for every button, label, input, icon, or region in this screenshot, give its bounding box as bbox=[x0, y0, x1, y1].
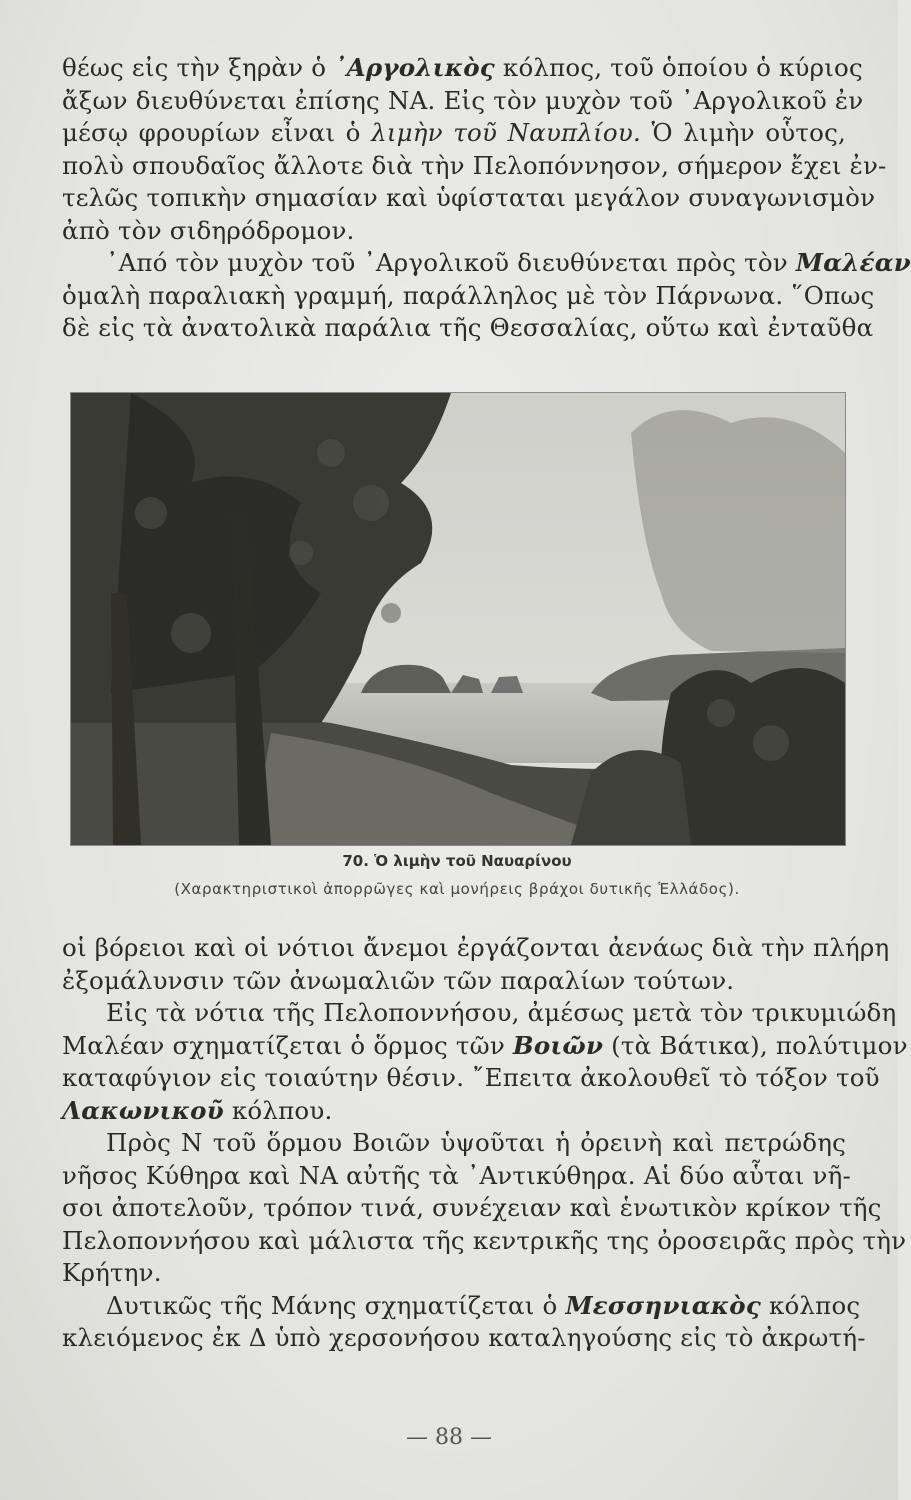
text-line: Πελοποννήσου καὶ μάλιστα τῆς κεντρικῆς της ὀροσειρᾶς πρὸς τὴν bbox=[62, 1225, 907, 1255]
text-line: ἀπὸ τὸν σιδηρόδρομον. bbox=[62, 215, 355, 245]
paragraph-top bbox=[62, 52, 911, 345]
text-line: ἄξων διευθύνεται ἐπίσης ΝΑ. Εἰς τὸν μυχὸν τοῦ ᾽Αργολικοῦ ἐν bbox=[62, 85, 864, 115]
text-line: Κρήτην. bbox=[62, 1258, 162, 1287]
term-argolikos: ᾽Αργολικὸς bbox=[334, 53, 495, 82]
text-line: Λακωνικοῦ κόλπου. bbox=[62, 1095, 333, 1125]
text-line: ᾽Από τὸν μυχὸν τοῦ ᾽Αργολικοῦ διευθύνεται πρὸς τὸν Μαλέαν bbox=[106, 248, 911, 277]
term-messiniakos: Μεσσηνιακὸς bbox=[565, 1290, 761, 1320]
figure-caption: 70. Ὁ λιμὴν τοῦ Ναυαρίνου bbox=[342, 852, 572, 870]
page-number: — 88 — bbox=[406, 1425, 492, 1450]
text-line: Δυτικῶς τῆς Μάνης σχηματίζεται ὁ Μεσσηνιακὸς κόλπος bbox=[106, 1290, 861, 1320]
term-voion: Βοιῶν bbox=[512, 1030, 604, 1060]
text-line: Μαλέαν σχηματίζεται ὁ ὅρμος τῶν Βοιῶν (τὰ Βάτικα), πολύτιμον bbox=[62, 1030, 908, 1060]
text-line: Εἰς τὰ νότια τῆς Πελοποννήσου, ἀμέσως μετὰ τὸν τρικυμιώδη bbox=[106, 998, 897, 1027]
harbor-photograph bbox=[70, 392, 846, 846]
text-line: πολὺ σπουδαῖος ἄλλοτε διὰ τὴν Πελοπόννησον, σήμερον ἔχει ἐν- bbox=[62, 150, 887, 180]
text-line: δὲ εἰς τὰ ἀνατολικὰ παράλια τῆς Θεσσαλίας, οὕτω καὶ ἐνταῦθα bbox=[62, 313, 874, 342]
text-line: καταφύγιον εἰς τοιαύτην θέσιν. ῎Επειτα ἀκολουθεῖ τὸ τόξον τοῦ bbox=[62, 1063, 880, 1092]
term-nafplio: λιμὴν τοῦ Ναυπλίου. bbox=[371, 118, 641, 147]
text-line: νῆσος Κύθηρα καὶ ΝΑ αὐτῆς τὰ ᾽Αντικύθηρα. Αἱ δύο αὗται νῆ- bbox=[62, 1160, 851, 1190]
text-line: μέσῳ φρουρίων εἶναι ὁ λιμὴν τοῦ Ναυπλίου. Ὁ λιμὴν οὗτος, bbox=[62, 118, 847, 147]
text-line: κλειόμενος ἐκ Δ ὑπὸ χερσονήσου καταληγούσης εἰς τὸ ἀκρωτή- bbox=[62, 1323, 866, 1352]
text-line: ἐξομάλυνσιν τῶν ἀνωμαλιῶν τῶν παραλίων τούτων. bbox=[62, 965, 735, 995]
text-line: ὁμαλὴ παραλιακὴ γραμμή, παράλληλος μὲ τὸν Πάρνωνα. ῞Οπως bbox=[62, 280, 875, 310]
term-lakonikos: Λακωνικοῦ bbox=[62, 1095, 224, 1125]
figure-subcaption: (Χαρακτηριστικοὶ ἀπορρῶγες καὶ μονήρεις βράχοι δυτικῆς Ἑλλάδος). bbox=[174, 880, 740, 898]
text-line: θέως εἰς τὴν ξηρὰν ὁ ᾽Αργολικὸς κόλπος, τοῦ ὁποίου ὁ κύριος bbox=[62, 53, 863, 82]
text-line: σοι ἀποτελοῦν, τρόπον τινά, συνέχειαν καὶ ἑνωτικὸν κρίκον τῆς bbox=[62, 1193, 882, 1222]
text-line: τελῶς τοπικὴν σημασίαν καὶ ὑφίσταται μεγάλον συναγωνισμὸν bbox=[62, 183, 876, 212]
text-line: οἱ βόρειοι καὶ οἱ νότιοι ἄνεμοι ἐργάζονται ἀενάως διὰ τὴν πλήρη bbox=[62, 933, 890, 962]
paragraph-bottom bbox=[62, 932, 908, 1355]
term-malea: Μαλέαν bbox=[795, 248, 911, 277]
text-line: Πρὸς Ν τοῦ ὅρμου Βοιῶν ὑψοῦται ἡ ὀρεινὴ καὶ πετρώδης bbox=[106, 1128, 846, 1157]
